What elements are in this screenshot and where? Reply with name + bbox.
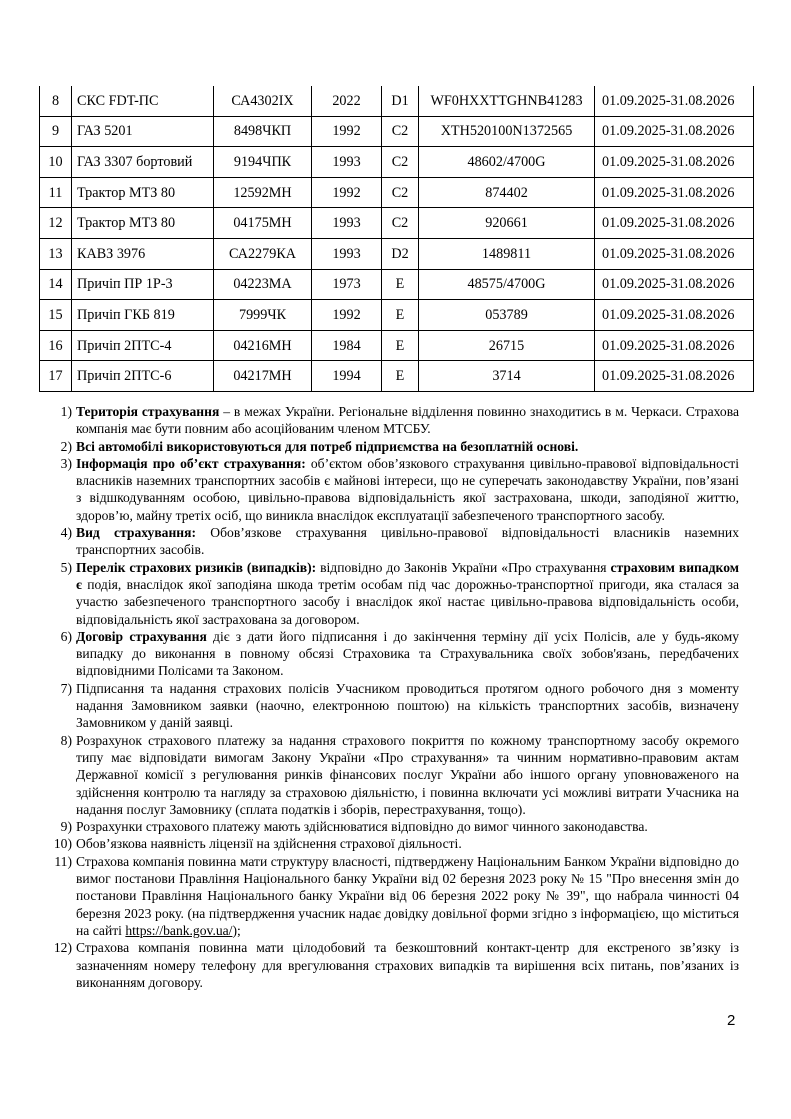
vehicle-name: ГАЗ 5201 [72,116,214,147]
clause-emphasis: страховим випадком є [76,559,739,592]
row-number: 12 [40,208,72,239]
table-row [40,147,754,178]
row-number: 11 [40,177,72,208]
registration-number: 7999ЧК [214,300,312,331]
clause-text: Страхова компанія повинна мати цілодобовий та безкоштовний контакт-центр для екстреного зв’язку із зазначенням номеру телефону для врегулювання страхових випадків та вирішення всіх питань, пов’язаних із виконанням договору. [76,940,739,990]
registration-number: 12592МН [214,177,312,208]
clause-number: 12) [53,940,72,956]
clause-heading: Перелік страхових ризиків (випадків): [76,559,317,575]
page-number: 2 [727,1012,736,1029]
insurance-period: 01.09.2025-31.08.2026 [595,147,754,178]
registration-number: 04175МН [214,208,312,239]
vehicle-table [39,86,754,392]
clause-2 [39,438,739,455]
vehicle-category: C2 [382,147,419,178]
vehicle-name: Трактор МТЗ 80 [72,177,214,208]
insurance-period: 01.09.2025-31.08.2026 [595,269,754,300]
clause-number: 8) [60,732,72,748]
manufacture-year: 1992 [312,177,382,208]
clause-text: Обов’язкове страхування цивільно-правової відповідальності власників наземних транспортних засобів. [76,525,739,558]
vin-number: 053789 [419,300,595,331]
clause-number: 6) [60,628,72,644]
clause-number: 4) [60,525,72,541]
registration-number: 9194ЧПК [214,147,312,178]
table-row [40,238,754,269]
vehicle-category: E [382,361,419,392]
vin-number: WF0HXXTTGHNB41283 [419,86,595,116]
registration-number: 04217МН [214,361,312,392]
clause-text: відповідно до Законів України «Про страхування [316,559,611,575]
clause-text: Обов’язкова наявність ліцензії на здійснення страхової діяльності. [76,836,462,852]
clause-text: – в межах України. Регіональне відділення повинно знаходитись в м. Черкаси. Страхова компанія має бути повним або асоційованим членом МТСБУ. [76,404,739,437]
clause-9 [39,818,739,835]
insurance-period: 01.09.2025-31.08.2026 [595,300,754,331]
vin-number: 48602/4700G [419,147,595,178]
registration-number: 04223МА [214,269,312,300]
insurance-period: 01.09.2025-31.08.2026 [595,86,754,116]
row-number: 13 [40,238,72,269]
row-number: 16 [40,330,72,361]
vehicle-category: E [382,330,419,361]
row-number: 17 [40,361,72,392]
vin-number: XTH520100N1372565 [419,116,595,147]
vin-number: 920661 [419,208,595,239]
clauses-list [39,403,739,991]
insurance-period: 01.09.2025-31.08.2026 [595,208,754,239]
table-row [40,300,754,331]
clause-heading: Всі автомобілі використовуються для потреб підприємства на безоплатній основі. [76,438,579,454]
registration-number: СА4302ІХ [214,86,312,116]
clause-heading: Договір страхування [76,628,207,644]
vin-number: 1489811 [419,238,595,269]
clause-4 [39,524,739,559]
clause-text: подія, внаслідок якої заподіяна шкода третім особам під час дорожньо-транспортної пригоди, яка сталася за участю забезпеченого транспортного засобу і внаслідок якої настає цивільно-правова відповідальність особи, відповідальність якої застрахована за договором. [76,576,739,627]
vehicle-name: Причіп 2ПТС-6 [72,361,214,392]
table-row [40,86,754,116]
insurance-period: 01.09.2025-31.08.2026 [595,361,754,392]
row-number: 10 [40,147,72,178]
insurance-period: 01.09.2025-31.08.2026 [595,116,754,147]
vehicle-name: Причіп ГКБ 819 [72,300,214,331]
clause-1 [39,403,739,438]
vehicle-name: Трактор МТЗ 80 [72,208,214,239]
manufacture-year: 1993 [312,238,382,269]
vehicle-category: E [382,269,419,300]
vehicle-category: E [382,300,419,331]
manufacture-year: 1993 [312,147,382,178]
vin-number: 26715 [419,330,595,361]
vehicle-name: КАВЗ 3976 [72,238,214,269]
vin-number: 3714 [419,361,595,392]
bank-gov-link[interactable]: https://bank.gov.ua/ [125,922,233,938]
clause-text: Розрахунок страхового платежу за надання страхового покриття по кожному транспортному засобу окремого типу має відповідати вимогам Закону України «Про страхування» та чинним нормативно-правовим актам Державної комісії з регулювання ринків фінансових послуг України або іншого органу уповноваженого на здійснення контролю та нагляду за страховою діяльністю, і повинна включати усі можливі витрати Учасника на надання послуг Замовнику (сплата податків і зборів, перестрахування, тощо). [76,732,739,817]
clause-number: 10) [53,836,72,852]
vin-number: 874402 [419,177,595,208]
clause-3 [39,455,739,524]
vehicle-category: D2 [382,238,419,269]
row-number: 8 [40,86,72,116]
insurance-period: 01.09.2025-31.08.2026 [595,330,754,361]
table-row [40,269,754,300]
table-row [40,361,754,392]
registration-number: СА2279КА [214,238,312,269]
vin-number: 48575/4700G [419,269,595,300]
manufacture-year: 1994 [312,361,382,392]
clause-6 [39,628,739,680]
table-row [40,116,754,147]
insurance-period: 01.09.2025-31.08.2026 [595,238,754,269]
manufacture-year: 2022 [312,86,382,116]
clause-text: Розрахунки страхового платежу мають здійснюватися відповідно до вимог чинного законодавства. [76,819,648,835]
table-row [40,177,754,208]
clause-number: 9) [60,819,72,835]
manufacture-year: 1992 [312,300,382,331]
table-row [40,208,754,239]
clause-number: 5) [60,559,72,575]
manufacture-year: 1984 [312,330,382,361]
clause-text: діє з дати його підписання і до закінчення терміну дії усіх Полісів, але у будь-якому випадку до виконання в повному обсязі Страховика та Страхувальника своїх зобов'язань, передбачених відповідними Полісами та Законом. [76,628,739,679]
clause-heading: Територія страхування [76,404,220,419]
vehicle-category: C2 [382,208,419,239]
row-number: 9 [40,116,72,147]
table-row [40,330,754,361]
clause-11 [39,853,739,939]
clause-number: 11) [54,853,72,869]
vehicle-category: C2 [382,116,419,147]
clause-number: 1) [60,404,72,419]
vehicle-category: C2 [382,177,419,208]
clause-text: ); [232,922,241,938]
insurance-period: 01.09.2025-31.08.2026 [595,177,754,208]
clause-12 [39,939,739,991]
clause-number: 3) [60,455,72,471]
vehicle-category: D1 [382,86,419,116]
vehicle-name: Причіп 2ПТС-4 [72,330,214,361]
vehicle-name: СКС FDT-ПС [72,86,214,116]
clause-text: Страхова компанія повинна мати структуру власності, підтверджену Національним Банком України відповідно до вимог постанови Правління Національного банку України від 02 березня 2023 року № 15 "Про внесення змін до постанови Правління Національного банку України від 06 березня 2022 року № 39", що набрала чинності 04 березня 2023 року. (на підтвердження учасник надає довідку довільної форми згідно з інформацією, що міститься на сайті [76,853,739,938]
vehicle-name: ГАЗ 3307 бортовий [72,147,214,178]
registration-number: 04216МН [214,330,312,361]
manufacture-year: 1992 [312,116,382,147]
clause-number: 2) [60,438,72,454]
clause-5 [39,559,739,628]
manufacture-year: 1973 [312,269,382,300]
clause-text: Підписання та надання страхових полісів Учасником проводиться протягом одного робочого дня з моменту надання Замовником заявки (наочно, електронною поштою) на кількість транспортних засобів, визначену Замовником у даній заявці. [76,680,739,731]
clause-text: об’єктом обов’язкового страхування цивільно-правової відповідальності власників наземних транспортних засобів є майнові інтереси, що не суперечать законодавству України, пов’язані з відшкодуванням особою, цивільно-правова відповідальність якої застрахована, шкоди, заподіяної життю, здоров’ю, майну третіх осіб, що виникла внаслідок експлуатації забезпеченого транспортного засобу. [76,455,739,523]
clause-8 [39,732,739,818]
registration-number: 8498ЧКП [214,116,312,147]
clause-7 [39,680,739,732]
clause-number: 7) [60,680,72,696]
manufacture-year: 1993 [312,208,382,239]
clause-10 [39,835,739,852]
clause-heading: Вид страхування: [76,525,197,541]
row-number: 14 [40,269,72,300]
clause-heading: Інформація про об’єкт страхування: [76,455,306,471]
row-number: 15 [40,300,72,331]
vehicle-name: Причіп ПР 1Р-3 [72,269,214,300]
